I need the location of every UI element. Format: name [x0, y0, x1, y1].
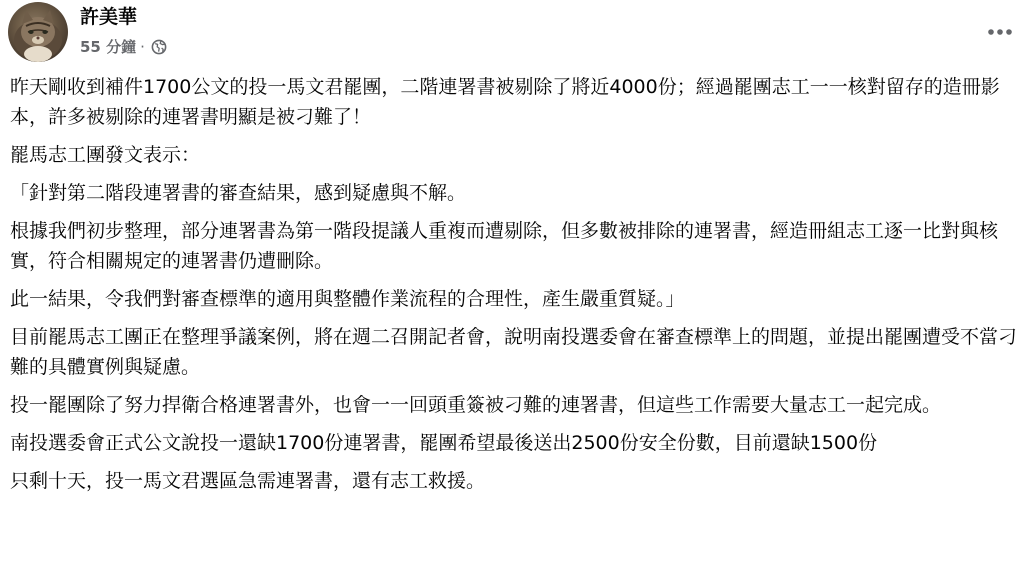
more-options-button[interactable]: [984, 16, 1016, 48]
post-body: [10, 72, 1018, 504]
globe-icon[interactable]: [151, 39, 167, 55]
post-paragraph: 昨天剛收到補件1700公文的投一馬文君罷團，二階連署書被剔除了將近4000份；經過罷團志工一一核對留存的造冊影本，許多被剔除的連署書明顯是被刁難了！: [10, 76, 1000, 128]
post-paragraph: 目前罷馬志工團正在整理爭議案例，將在週二召開記者會，說明南投選委會在審查標準上的問題，並提出罷團遭受不當刁難的具體實例與疑慮。: [10, 326, 1018, 378]
post-paragraph: 「針對第二階段連署書的審查結果，感到疑慮與不解。: [10, 182, 467, 204]
meta-separator: ·: [140, 38, 145, 56]
post-paragraph: 南投選委會正式公文說投一還缺1700份連署書，罷團希望最後送出2500份安全份數，目前還缺1500份: [10, 432, 878, 454]
post-paragraph: 只剩十天，投一馬文君選區急需連署書，還有志工救援。: [10, 470, 486, 492]
post-paragraph: 罷馬志工團發文表示：: [10, 144, 201, 166]
post-meta: [80, 36, 167, 58]
author-name[interactable]: 許美華: [80, 6, 138, 28]
author-avatar[interactable]: [8, 2, 68, 62]
more-options-icon: [987, 28, 1013, 36]
post-header: [8, 2, 1016, 66]
post-paragraph: 此一結果，令我們對審查標準的適用與整體作業流程的合理性，產生嚴重質疑。」: [10, 288, 685, 310]
post-timestamp[interactable]: 55 分鐘: [80, 38, 137, 56]
post-paragraph: 根據我們初步整理，部分連署書為第一階段提議人重複而遭剔除，但多數被排除的連署書，經造冊組志工逐一比對與核實，符合相關規定的連署書仍遭刪除。: [10, 220, 999, 272]
cat-avatar-icon: [8, 2, 68, 62]
post-paragraph: 投一罷團除了努力捍衛合格連署書外，也會一一回頭重簽被刁難的連署書，但這些工作需要大量志工一起完成。: [10, 394, 942, 416]
